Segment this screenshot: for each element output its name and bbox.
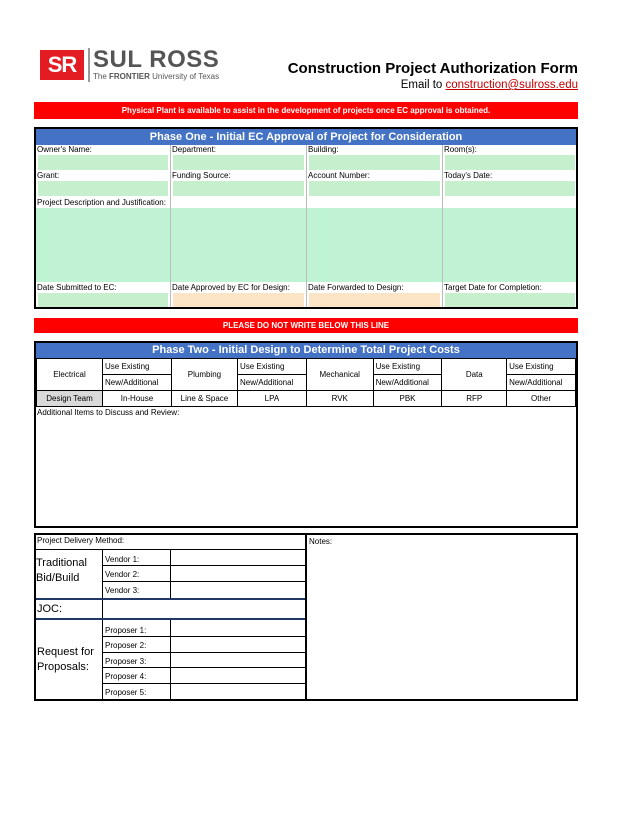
proposer-2-label: Proposer 2: [105,641,147,650]
email-line: Email to construction@sulross.edu [400,79,578,91]
system-data: Data [442,359,507,391]
proposer-4-field[interactable] [171,668,305,683]
system-mechanical: Mechanical [306,359,373,391]
date-approved-field[interactable] [173,293,304,307]
electrical-use-existing[interactable]: Use Existing [103,359,172,375]
rooms-label: Room(s): [444,145,477,154]
owner-name-label: Owner's Name: [37,145,92,154]
team-option[interactable]: Other [507,391,576,407]
owner-name-field[interactable] [38,155,168,170]
additional-items-label: Additional Items to Discuss and Review: [37,408,180,417]
logo-divider [88,48,90,82]
team-option[interactable]: LPA [237,391,306,407]
department-label: Department: [172,145,217,154]
phase-two-title: Phase Two - Initial Design to Determine Total Project Costs [36,343,576,358]
phase-one-title: Phase One - Initial EC Approval of Project for Consideration [36,129,576,145]
grant-field[interactable] [38,181,168,196]
proposer-3-field[interactable] [171,653,305,667]
date-forwarded-field[interactable] [309,293,440,307]
proposer-5-label: Proposer 5: [105,688,147,697]
target-date-label: Target Date for Completion: [444,283,542,292]
grant-label: Grant: [37,171,60,180]
proposer-3-label: Proposer 3: [105,657,147,666]
notice-banner-bottom: PLEASE DO NOT WRITE BELOW THIS LINE [34,318,578,333]
proposer-4-label: Proposer 4: [105,672,147,681]
notes-field[interactable] [307,548,576,699]
vendor-1-label: Vendor 1: [105,555,140,564]
email-link[interactable]: construction@sulross.edu [445,79,578,91]
system-plumbing: Plumbing [171,359,237,391]
vendor-2-label: Vendor 2: [105,570,140,579]
target-date-field[interactable] [445,293,575,307]
proposer-5-field[interactable] [171,684,305,699]
proposer-1-label: Proposer 1: [105,626,147,635]
electrical-new-additional[interactable]: New/Additional [103,375,172,391]
delivery-method-label: Project Delivery Method: [37,536,125,545]
plumbing-new-additional[interactable]: New/Additional [237,375,306,391]
proposer-1-field[interactable] [171,621,305,636]
mechanical-new-additional[interactable]: New/Additional [373,375,442,391]
joc-label: JOC: [37,603,63,615]
divider [170,145,171,307]
logo-mark: SR [40,50,84,80]
plumbing-use-existing[interactable]: Use Existing [237,359,306,375]
date-forwarded-label: Date Forwarded to Design: [308,283,404,292]
systems-table [36,358,576,407]
divider [36,598,305,600]
team-option[interactable]: PBK [373,391,442,407]
vendor-1-field[interactable] [171,550,305,565]
rfp-label: Request for Proposals: [37,646,94,673]
notice-banner-top: Physical Plant is available to assist in the development of projects once EC approval is obtained. [34,102,578,119]
team-option[interactable]: RVK [306,391,373,407]
vendor-2-field[interactable] [171,566,305,581]
account-number-field[interactable] [309,181,440,196]
rooms-field[interactable] [445,155,575,170]
date-submitted-label: Date Submitted to EC: [37,283,117,292]
department-field[interactable] [173,155,304,170]
additional-items-field[interactable] [36,418,576,526]
description-label: Project Description and Justification: [37,198,166,207]
todays-date-field[interactable] [445,181,575,196]
page-title: Construction Project Authorization Form [287,60,578,77]
mechanical-use-existing[interactable]: Use Existing [373,359,442,375]
account-number-label: Account Number: [308,171,370,180]
building-field[interactable] [309,155,440,170]
traditional-label: Traditional Bid/Build [36,557,87,584]
funding-source-label: Funding Source: [172,171,231,180]
divider [102,549,103,599]
divider [102,620,103,699]
vendor-3-label: Vendor 3: [105,586,140,595]
team-option[interactable]: In-House [103,391,172,407]
joc-field[interactable] [103,601,305,617]
team-option[interactable]: RFP [442,391,507,407]
date-submitted-field[interactable] [38,293,168,307]
funding-source-field[interactable] [173,181,304,196]
team-option[interactable]: Line & Space [171,391,237,407]
vendor-3-field[interactable] [171,582,305,597]
logo-tagline: The FRONTIER University of Texas [93,72,220,81]
notes-label: Notes: [309,537,333,546]
logo-name: SUL ROSS [93,46,220,73]
building-label: Building: [308,145,339,154]
todays-date-label: Today's Date: [444,171,493,180]
divider [306,145,307,307]
data-use-existing[interactable]: Use Existing [507,359,576,375]
date-approved-label: Date Approved by EC for Design: [172,283,290,292]
system-electrical: Electrical [37,359,103,391]
divider [442,145,443,307]
data-new-additional[interactable]: New/Additional [507,375,576,391]
proposer-2-field[interactable] [171,637,305,652]
design-team-label: Design Team [37,391,103,407]
